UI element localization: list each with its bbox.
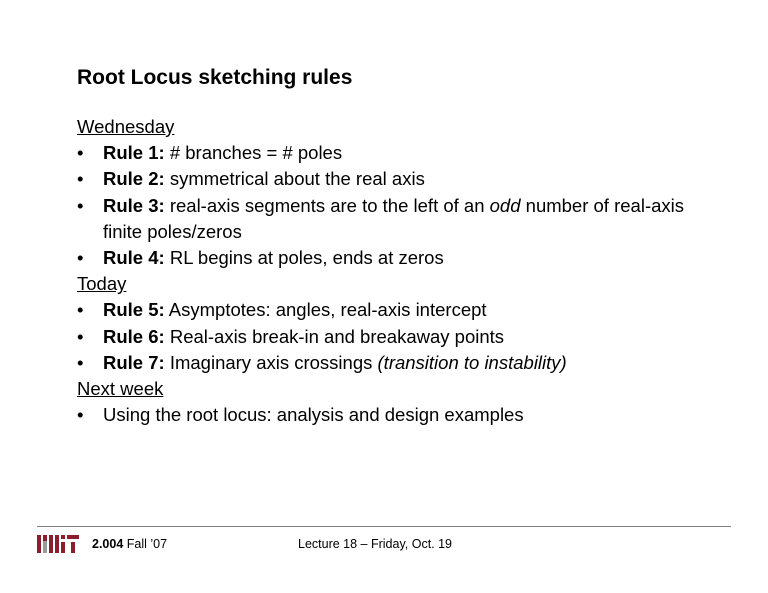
course-term: Fall ’07	[123, 537, 168, 551]
course-number: 2.004	[92, 537, 124, 551]
bullet-dot: •	[77, 325, 84, 347]
bullet-rule-7	[77, 350, 717, 376]
bullet-text: Using the root locus: analysis and design examples	[103, 404, 524, 426]
section-heading-today: Today	[77, 273, 127, 295]
bullet-dot: •	[77, 168, 84, 190]
footer-divider	[37, 526, 731, 527]
section-heading-next-week: Next week	[77, 378, 164, 400]
bullet-rule-4	[77, 245, 717, 271]
rule-text: Real-axis break-in and breakaway points	[164, 325, 505, 347]
bullet-rule-2	[77, 166, 717, 192]
rule-text: real-axis segments are to the left of an	[164, 194, 490, 216]
slide-content	[77, 114, 717, 428]
slide-title: Root Locus sketching rules	[77, 66, 353, 89]
bullet-rule-1	[77, 140, 717, 166]
rule-text: Asymptotes: angles, real-axis intercept	[164, 299, 487, 321]
rule-text-emphasis: odd	[489, 194, 521, 216]
section-heading-wednesday: Wednesday	[77, 116, 175, 137]
lecture-label: Lecture 18 – Friday, Oct. 19	[298, 537, 453, 551]
bullet-rule-6	[77, 324, 717, 350]
bullet-dot: •	[77, 142, 84, 164]
bullet-dot: •	[77, 404, 84, 426]
rule-label: Rule 3:	[103, 194, 165, 216]
rule-text-emphasis: (transition to instability)	[377, 351, 567, 373]
course-label	[92, 536, 167, 552]
mit-logo-icon	[37, 532, 79, 561]
bullet-dot: •	[77, 299, 84, 321]
rule-text: Imaginary axis crossings	[164, 351, 378, 373]
rule-text: number of real-axis finite poles/zeros	[103, 194, 684, 242]
rule-label: Rule 1:	[103, 142, 165, 164]
bullet-next-week	[77, 402, 717, 428]
bullet-dot: •	[77, 351, 84, 373]
rule-label: Rule 5:	[103, 299, 165, 321]
rule-label: Rule 2:	[103, 168, 165, 190]
bullet-rule-3	[77, 193, 717, 245]
rule-label: Rule 7:	[103, 351, 165, 373]
bullet-dot: •	[77, 247, 84, 269]
rule-text: RL begins at poles, ends at zeros	[164, 247, 444, 269]
bullet-dot: •	[77, 194, 84, 216]
bullet-rule-5	[77, 297, 717, 323]
rule-text: # branches = # poles	[164, 142, 343, 164]
rule-label: Rule 4:	[103, 247, 165, 269]
rule-text: symmetrical about the real axis	[164, 168, 425, 190]
rule-label: Rule 6:	[103, 325, 165, 347]
